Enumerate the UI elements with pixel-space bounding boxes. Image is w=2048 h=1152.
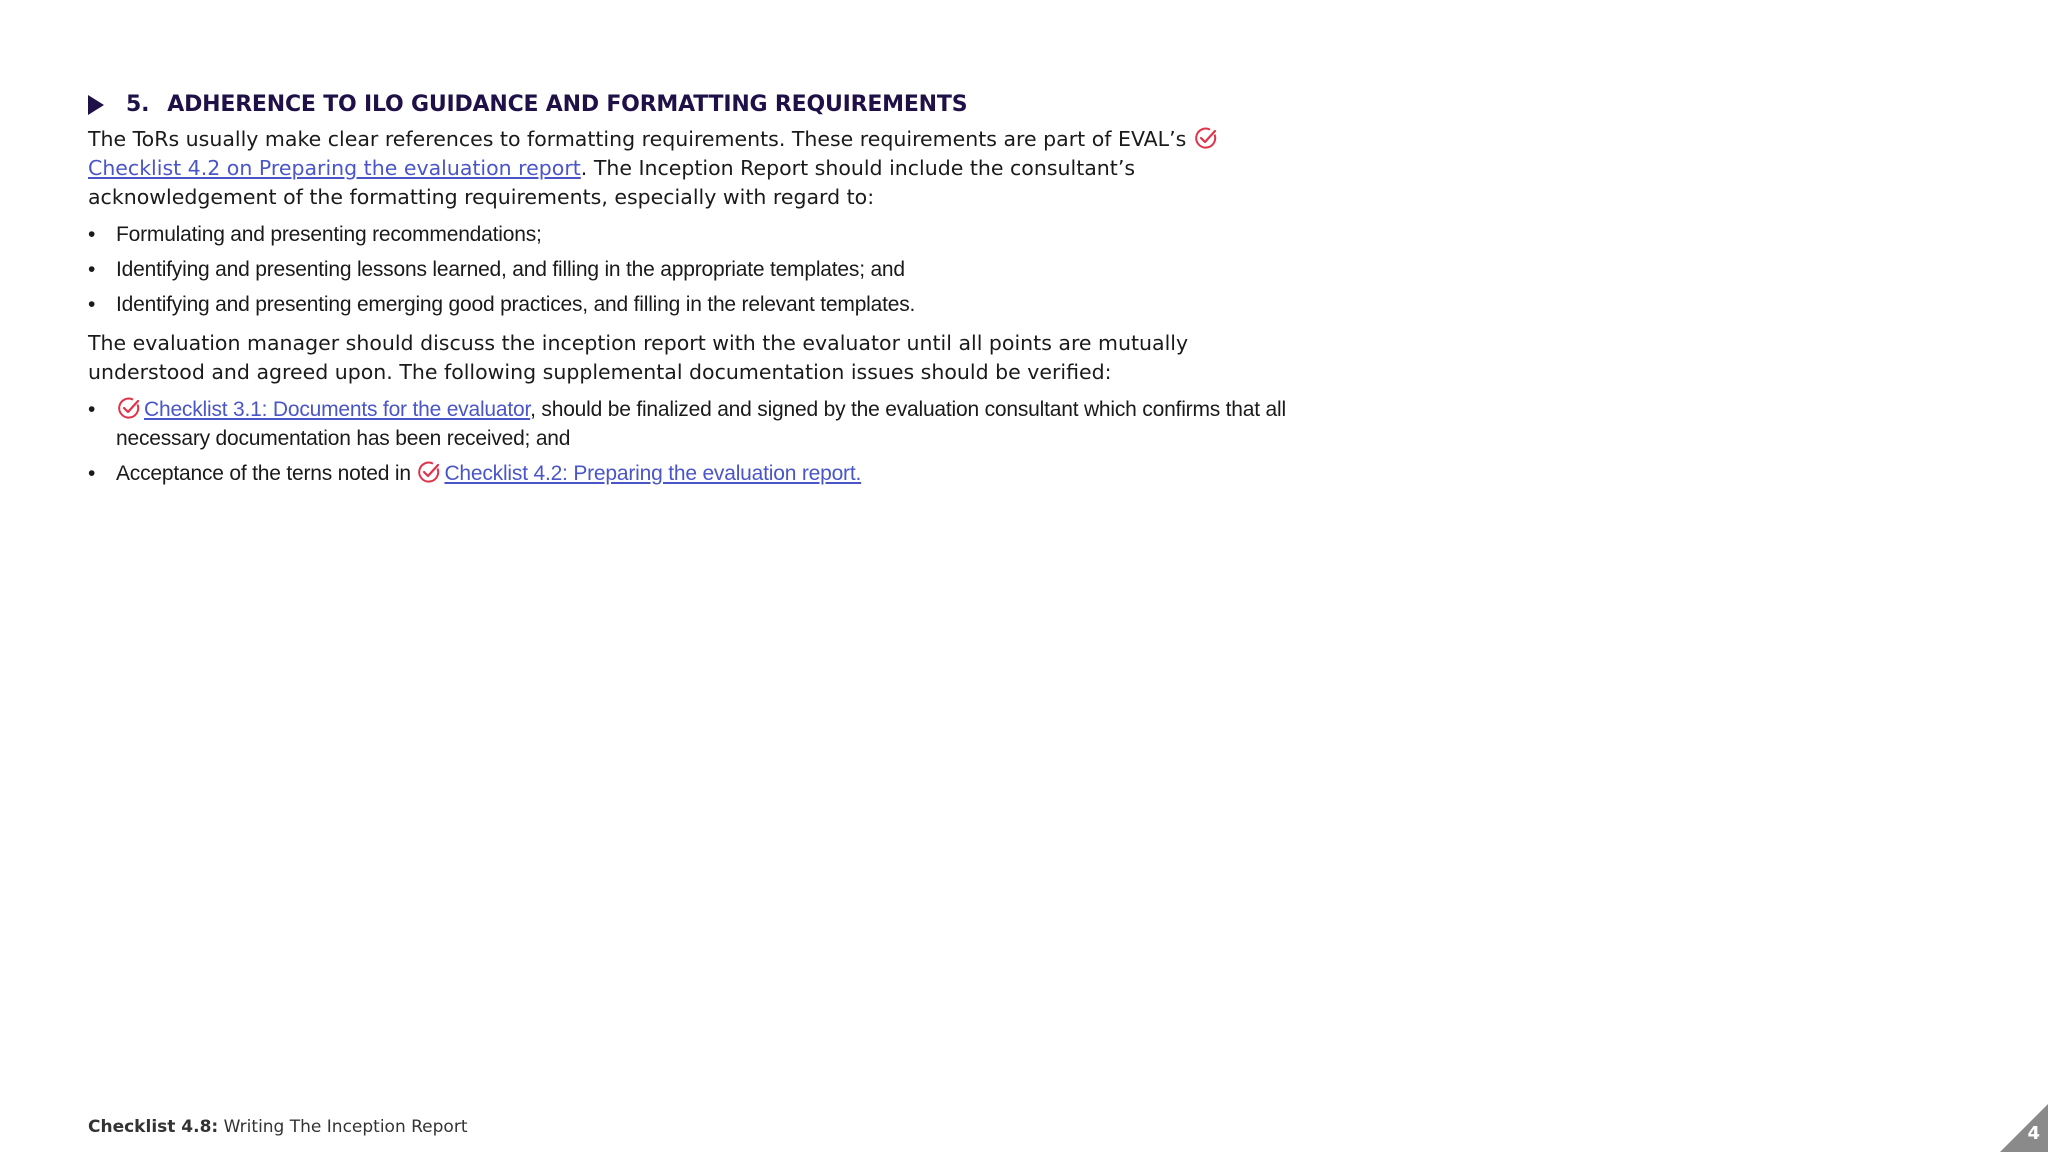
paragraph-text: . The Inception Report should include the consultant’s acknowledgement of the formatting requirements, especially with regard to: bbox=[88, 156, 1136, 209]
check-circle-icon bbox=[117, 396, 141, 420]
link-checklist-4-2-report[interactable]: Checklist 4.2: Preparing the evaluation report. bbox=[444, 462, 862, 485]
footer-title: Writing The Inception Report bbox=[223, 1117, 468, 1137]
bullet-symbol: • bbox=[88, 258, 96, 281]
footer-label: Checklist 4.8: bbox=[88, 1117, 219, 1137]
bullet-list-verification bbox=[88, 395, 1308, 488]
bullet-symbol: • bbox=[88, 462, 96, 485]
bullet-symbol: • bbox=[88, 398, 96, 421]
list-item-text: , should be finalized and signed by the evaluation consultant which confirms that all necessary documentation has been received; and bbox=[116, 398, 1286, 450]
page-footer bbox=[88, 1117, 467, 1137]
list-item bbox=[88, 459, 1308, 488]
check-circle-icon bbox=[417, 460, 441, 484]
section-title: ADHERENCE TO ILO GUIDANCE AND FORMATTING REQUIREMENTS bbox=[167, 92, 968, 117]
bullet-list-requirements bbox=[88, 220, 1308, 319]
list-item bbox=[88, 255, 1308, 284]
paragraph-evaluation-manager: The evaluation manager should discuss the inception report with the evaluator until all points are mutually understood and agreed upon. The following supplemental documentation issues should be verified: bbox=[88, 331, 1189, 384]
bullet-symbol: • bbox=[88, 223, 96, 246]
paragraph-formatting-requirements bbox=[88, 125, 1308, 212]
list-item-text: Acceptance of the terns noted in bbox=[116, 462, 417, 485]
page-number: 4 bbox=[2027, 1123, 2040, 1144]
check-circle-icon bbox=[1194, 126, 1218, 150]
bullet-symbol: • bbox=[88, 293, 96, 316]
section-heading bbox=[88, 92, 1308, 117]
link-checklist-4-2[interactable]: Checklist 4.2 on Preparing the evaluation report bbox=[88, 156, 581, 180]
triangle-right-icon bbox=[88, 95, 104, 115]
list-item-text: Identifying and presenting lessons learned, and filling in the appropriate templates; and bbox=[116, 258, 905, 281]
section-number: 5. bbox=[126, 92, 150, 117]
list-item bbox=[88, 290, 1308, 319]
document-body bbox=[88, 92, 1308, 498]
link-checklist-3-1[interactable]: Checklist 3.1: Documents for the evaluator bbox=[144, 398, 531, 421]
list-item bbox=[88, 395, 1308, 453]
paragraph-text: The ToRs usually make clear references to formatting requirements. These requirements are part of EVAL’s bbox=[88, 127, 1193, 151]
list-item bbox=[88, 220, 1308, 249]
list-item-text: Identifying and presenting emerging good practices, and filling in the relevant templates. bbox=[116, 293, 916, 316]
list-item-text: Formulating and presenting recommendations; bbox=[116, 223, 542, 246]
page-corner-triangle bbox=[2000, 1104, 2048, 1152]
